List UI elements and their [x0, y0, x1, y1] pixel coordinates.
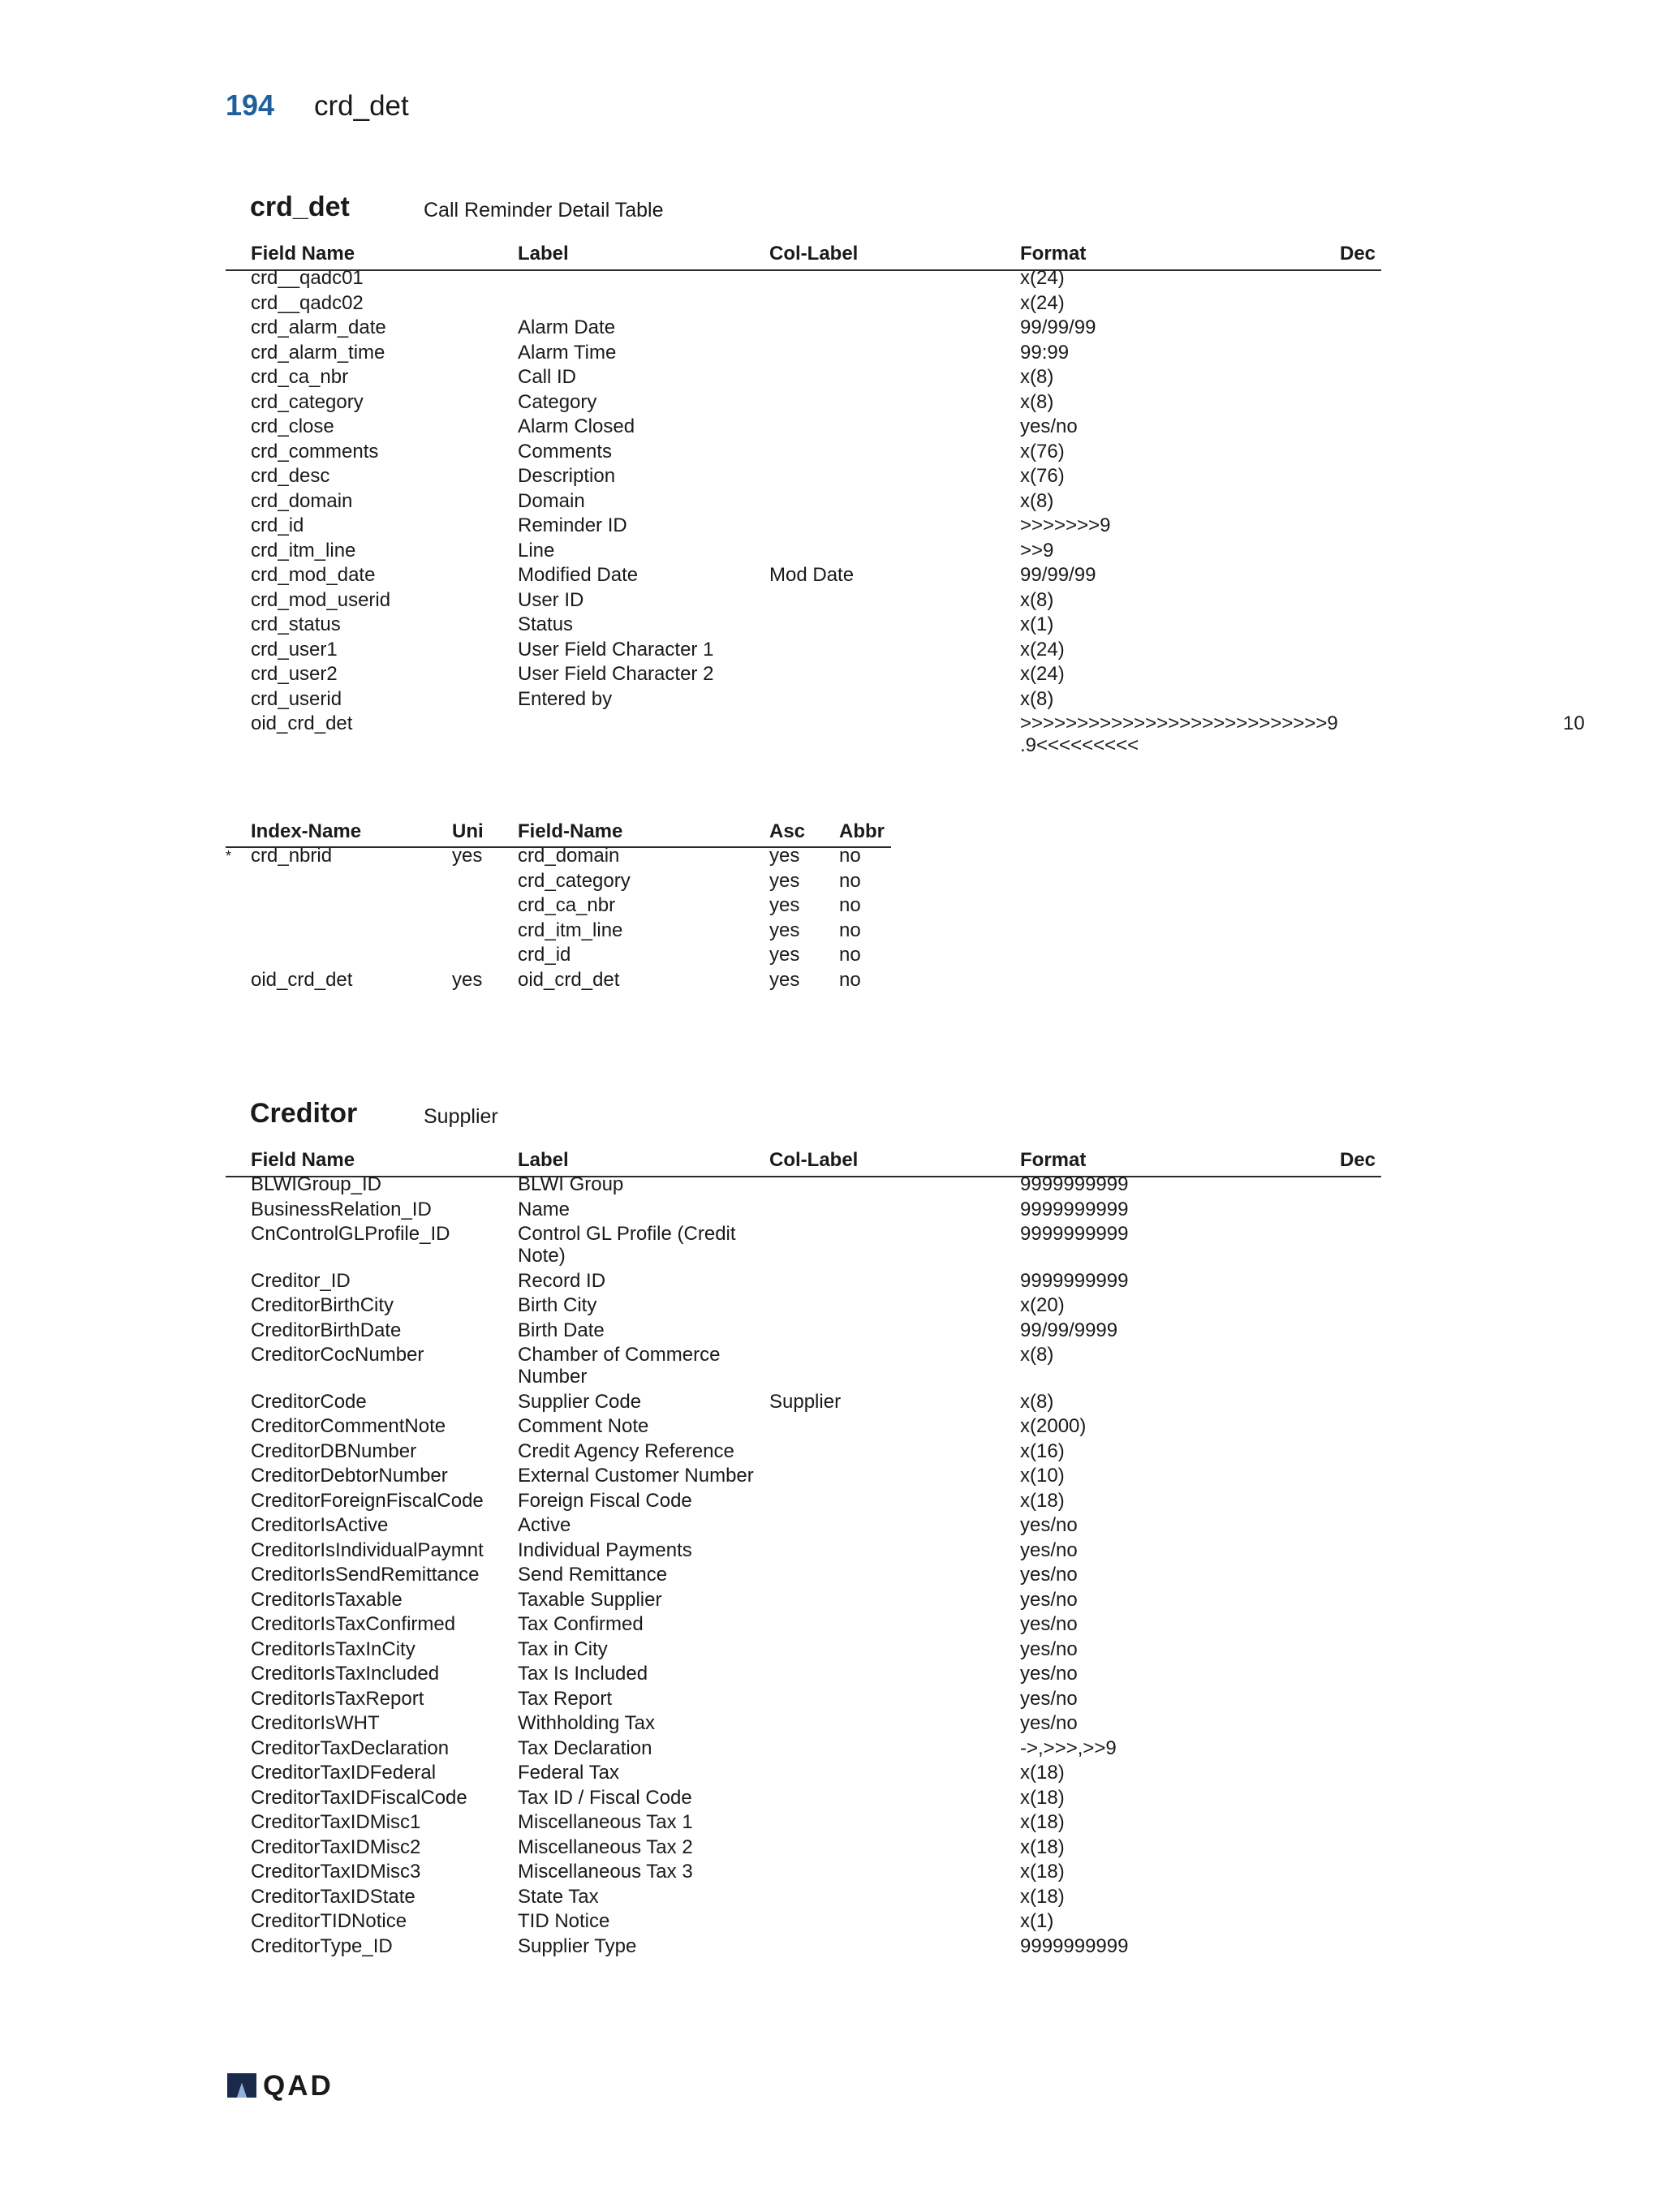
- table-row: [226, 1786, 1381, 1811]
- field-label: Alarm Time: [518, 341, 617, 364]
- table-row: [226, 365, 1381, 390]
- field-label: Individual Payments: [518, 1539, 692, 1561]
- page-number: 194: [226, 88, 275, 122]
- column-header-label: Label: [518, 1149, 569, 1171]
- field-format: x(24): [1020, 638, 1065, 661]
- field-name: CreditorDBNumber: [251, 1440, 417, 1462]
- field-label: Foreign Fiscal Code: [518, 1489, 692, 1512]
- field-label: Credit Agency Reference: [518, 1440, 734, 1462]
- index-abbreviated: no: [839, 894, 861, 916]
- field-format: yes/no: [1020, 1712, 1078, 1734]
- field-format: x(18): [1020, 1835, 1065, 1858]
- index-row: [226, 893, 891, 919]
- index-field-name: oid_crd_det: [518, 968, 620, 991]
- column-header-col-label: Col-Label: [769, 1149, 859, 1171]
- field-label: Alarm Closed: [518, 415, 635, 437]
- field-name: CreditorIsTaxInCity: [251, 1637, 416, 1660]
- field-name: Creditor_ID: [251, 1269, 351, 1292]
- field-label: Status: [518, 613, 574, 635]
- field-name: CreditorTaxDeclaration: [251, 1736, 450, 1759]
- index-row: [226, 919, 891, 944]
- table-row: [226, 489, 1381, 514]
- index-abbreviated: no: [839, 845, 861, 867]
- table-row: [226, 712, 1585, 756]
- index-field-name: crd_id: [518, 944, 571, 966]
- index-ascending: yes: [769, 869, 800, 892]
- column-header-index-name: Index-Name: [251, 820, 362, 842]
- field-name: crd_category: [251, 390, 364, 413]
- table-row: [226, 687, 1381, 712]
- field-label: Control GL Profile (Credit: [518, 1223, 736, 1245]
- field-format: yes/no: [1020, 1588, 1078, 1611]
- field-label: Record ID: [518, 1269, 606, 1292]
- field-label: Name: [518, 1198, 571, 1220]
- field-format: yes/no: [1020, 1564, 1078, 1586]
- table-row: [226, 1637, 1381, 1663]
- qad-logo-icon: [226, 2072, 258, 2099]
- table-row: [226, 440, 1381, 465]
- field-format: 9999999999: [1020, 1934, 1129, 1957]
- field-label: Miscellaneous Tax 3: [518, 1861, 693, 1883]
- table-description: Supplier: [424, 1105, 498, 1128]
- index-name: oid_crd_det: [251, 968, 353, 991]
- index-abbreviated: no: [839, 944, 861, 966]
- field-label: Supplier Type: [518, 1934, 637, 1957]
- field-name: crd_domain: [251, 489, 353, 512]
- field-name: CreditorBirthCity: [251, 1294, 394, 1316]
- field-label: Birth Date: [518, 1319, 605, 1341]
- field-col-label: Mod Date: [769, 564, 855, 586]
- index-name: crd_nbrid: [251, 845, 333, 867]
- field-name: CreditorTaxIDState: [251, 1885, 416, 1908]
- field-format: x(1): [1020, 1910, 1054, 1932]
- field-name: crd_mod_userid: [251, 588, 391, 611]
- field-format: yes/no: [1020, 1539, 1078, 1561]
- field-name: CreditorType_ID: [251, 1934, 393, 1957]
- field-format: x(24): [1020, 291, 1065, 314]
- field-format: x(8): [1020, 1390, 1054, 1413]
- index-unique: yes: [452, 845, 483, 867]
- field-name: CreditorForeignFiscalCode: [251, 1489, 484, 1512]
- column-header-field-name: Field Name: [251, 243, 355, 265]
- field-name: crd_userid: [251, 687, 342, 710]
- column-header-abbr: Abbr: [839, 820, 885, 842]
- table-row: [226, 662, 1381, 687]
- index-abbreviated: no: [839, 919, 861, 941]
- field-label: Domain: [518, 489, 585, 512]
- field-col-label: Supplier: [769, 1390, 842, 1413]
- field-format: x(20): [1020, 1294, 1065, 1316]
- index-row: [226, 844, 891, 869]
- field-name: CreditorIsTaxIncluded: [251, 1663, 440, 1685]
- field-name: crd_close: [251, 415, 334, 437]
- qad-logo: [226, 2070, 334, 2102]
- index-abbreviated: no: [839, 968, 861, 991]
- table-row: [226, 1761, 1381, 1786]
- table-row: [226, 1293, 1381, 1319]
- table-row: [226, 341, 1381, 366]
- field-dec: 10: [1563, 712, 1585, 734]
- field-name: crd_desc: [251, 465, 330, 487]
- field-label: User ID: [518, 588, 584, 611]
- field-name: BLWIGroup_ID: [251, 1173, 381, 1195]
- field-format: 99/99/9999: [1020, 1319, 1118, 1341]
- field-label: Miscellaneous Tax 1: [518, 1811, 693, 1833]
- field-format: x(18): [1020, 1885, 1065, 1908]
- field-name: CreditorIsTaxReport: [251, 1687, 424, 1710]
- field-format: yes/no: [1020, 1514, 1078, 1536]
- field-format: 99/99/99: [1020, 564, 1096, 586]
- field-label: Tax ID / Fiscal Code: [518, 1786, 692, 1809]
- index-ascending: yes: [769, 845, 800, 867]
- table-title: crd_det: [250, 192, 350, 222]
- column-header-col-label: Col-Label: [769, 243, 859, 265]
- field-name: CreditorCommentNote: [251, 1415, 446, 1437]
- index-row: [226, 968, 891, 993]
- field-format: x(18): [1020, 1489, 1065, 1512]
- table-row: [226, 1563, 1381, 1588]
- table-title: Creditor: [250, 1098, 358, 1129]
- field-name: CreditorCode: [251, 1390, 367, 1413]
- field-label: User Field Character 2: [518, 663, 714, 685]
- field-name: CreditorIsTaxConfirmed: [251, 1613, 456, 1635]
- field-format: ->,>>>,>>9: [1020, 1736, 1117, 1759]
- field-format-continued: .9<<<<<<<<<: [1020, 734, 1139, 756]
- table-row: [226, 316, 1381, 341]
- field-name: crd_alarm_date: [251, 316, 386, 338]
- field-name: CreditorIsActive: [251, 1514, 389, 1536]
- field-format: x(8): [1020, 366, 1054, 388]
- index-table-header: [226, 820, 891, 845]
- field-label: Miscellaneous Tax 2: [518, 1835, 693, 1858]
- field-name: crd__qadc02: [251, 291, 364, 314]
- field-format: 99/99/99: [1020, 316, 1096, 338]
- field-format: x(1): [1020, 613, 1054, 635]
- index-abbreviated: no: [839, 869, 861, 892]
- field-format: x(2000): [1020, 1415, 1087, 1437]
- field-name: CreditorTaxIDFiscalCode: [251, 1786, 467, 1809]
- field-format: x(8): [1020, 687, 1054, 710]
- field-name: crd_mod_date: [251, 564, 376, 586]
- table-row: [226, 1711, 1381, 1736]
- table-row: [226, 1319, 1381, 1344]
- table-row: [226, 1222, 1381, 1267]
- field-label: Birth City: [518, 1294, 597, 1316]
- field-name: CreditorIsSendRemittance: [251, 1564, 480, 1586]
- table-row: [226, 1588, 1381, 1613]
- table-row: [226, 613, 1381, 638]
- field-format: 9999999999: [1020, 1223, 1129, 1245]
- table-row: [226, 1414, 1381, 1440]
- column-header-asc: Asc: [769, 820, 806, 842]
- field-format: x(18): [1020, 1762, 1065, 1784]
- index-ascending: yes: [769, 944, 800, 966]
- field-label: Line: [518, 539, 555, 562]
- table-row: [226, 1736, 1381, 1762]
- table-row: [226, 1390, 1381, 1415]
- table-description: Call Reminder Detail Table: [424, 199, 664, 222]
- field-name: CreditorTaxIDMisc3: [251, 1861, 421, 1883]
- field-format: yes/no: [1020, 1637, 1078, 1660]
- field-label: Active: [518, 1514, 571, 1536]
- field-name: CreditorDebtorNumber: [251, 1465, 448, 1487]
- field-format: 99:99: [1020, 341, 1070, 364]
- table-row: [226, 390, 1381, 415]
- table-row: [226, 464, 1381, 489]
- field-label: Description: [518, 465, 616, 487]
- table-row: [226, 1513, 1381, 1539]
- field-format: x(8): [1020, 588, 1054, 611]
- table-row: [226, 1489, 1381, 1514]
- field-name: crd_user2: [251, 663, 338, 685]
- field-format: x(24): [1020, 267, 1065, 289]
- field-format: x(16): [1020, 1440, 1065, 1462]
- field-label: Supplier Code: [518, 1390, 642, 1413]
- field-name: CreditorBirthDate: [251, 1319, 402, 1341]
- field-name: crd_ca_nbr: [251, 366, 349, 388]
- field-label: BLWI Group: [518, 1173, 624, 1195]
- index-ascending: yes: [769, 919, 800, 941]
- field-name: BusinessRelation_ID: [251, 1198, 432, 1220]
- index-row: [226, 869, 891, 894]
- field-label: Tax Is Included: [518, 1663, 648, 1685]
- field-label: User Field Character 1: [518, 638, 714, 661]
- field-format: yes/no: [1020, 415, 1078, 437]
- table-row: [226, 266, 1381, 291]
- table-row: [226, 514, 1381, 539]
- table-row: [226, 1835, 1381, 1861]
- field-label: Send Remittance: [518, 1564, 668, 1586]
- index-field-name: crd_ca_nbr: [518, 894, 616, 916]
- field-format: x(76): [1020, 440, 1065, 463]
- table-row: [226, 1909, 1381, 1934]
- field-format: x(8): [1020, 390, 1054, 413]
- running-head: crd_det: [314, 90, 409, 122]
- field-name: crd_comments: [251, 440, 379, 463]
- column-header-dec: Dec: [1340, 243, 1376, 265]
- index-field-name: crd_domain: [518, 845, 620, 867]
- table-row: [226, 1934, 1381, 1960]
- field-name: CreditorTaxIDMisc2: [251, 1835, 421, 1858]
- table-row: [226, 1885, 1381, 1910]
- field-table-header: [226, 1148, 1381, 1173]
- table-row: [226, 1269, 1381, 1294]
- field-format: x(18): [1020, 1861, 1065, 1883]
- field-name: CreditorTIDNotice: [251, 1910, 407, 1932]
- table-row: [226, 1662, 1381, 1687]
- field-format: yes/no: [1020, 1687, 1078, 1710]
- field-name: CreditorTaxIDMisc1: [251, 1811, 421, 1833]
- field-label: State Tax: [518, 1885, 599, 1908]
- table-row: [226, 638, 1381, 663]
- field-format: x(10): [1020, 1465, 1065, 1487]
- column-header-dec: Dec: [1340, 1149, 1376, 1171]
- field-name: crd_alarm_time: [251, 341, 385, 364]
- field-label: Tax in City: [518, 1637, 608, 1660]
- column-header-label: Label: [518, 243, 569, 265]
- field-format: yes/no: [1020, 1663, 1078, 1685]
- field-label: Alarm Date: [518, 316, 616, 338]
- field-label: Chamber of Commerce: [518, 1344, 721, 1366]
- field-name: crd_id: [251, 514, 304, 536]
- field-format: >>>>>>>9: [1020, 514, 1111, 536]
- table-row: [226, 588, 1381, 613]
- field-name: CreditorIsTaxable: [251, 1588, 403, 1611]
- field-format: x(18): [1020, 1811, 1065, 1833]
- field-label: Modified Date: [518, 564, 639, 586]
- field-label: Reminder ID: [518, 514, 627, 536]
- field-label: Tax Declaration: [518, 1736, 652, 1759]
- table-row: [226, 1687, 1381, 1712]
- field-format: yes/no: [1020, 1613, 1078, 1635]
- index-field-name: crd_itm_line: [518, 919, 623, 941]
- field-name: CreditorIsWHT: [251, 1712, 380, 1734]
- field-label: Comments: [518, 440, 613, 463]
- table-row: [226, 1539, 1381, 1564]
- index-ascending: yes: [769, 894, 800, 916]
- field-format: x(76): [1020, 465, 1065, 487]
- column-header-field-name: Field Name: [251, 1149, 355, 1171]
- primary-index-marker: *: [226, 848, 232, 864]
- field-label-continued: Note): [518, 1245, 566, 1267]
- field-name: crd_status: [251, 613, 341, 635]
- index-field-name: crd_category: [518, 869, 631, 892]
- qad-logo-text: QAD: [263, 2070, 334, 2102]
- field-label: Taxable Supplier: [518, 1588, 662, 1611]
- index-row: [226, 943, 891, 968]
- table-row: [226, 1198, 1381, 1223]
- column-header-field-name: Field-Name: [518, 820, 623, 842]
- index-ascending: yes: [769, 968, 800, 991]
- field-label: External Customer Number: [518, 1465, 754, 1487]
- field-name: CreditorTaxIDFederal: [251, 1762, 437, 1784]
- field-format: x(18): [1020, 1786, 1065, 1809]
- field-format: >>9: [1020, 539, 1054, 562]
- field-label: Entered by: [518, 687, 613, 710]
- table-row: [226, 563, 1381, 588]
- table-row: [226, 1860, 1381, 1885]
- table-row: [226, 539, 1381, 564]
- field-label: Tax Confirmed: [518, 1613, 644, 1635]
- field-name: CreditorCocNumber: [251, 1344, 424, 1366]
- column-header-format: Format: [1020, 243, 1087, 265]
- table-row: [226, 1343, 1381, 1388]
- field-format: >>>>>>>>>>>>>>>>>>>>>>>>>>>9: [1020, 712, 1338, 734]
- table-row: [226, 1810, 1381, 1835]
- field-label: Withholding Tax: [518, 1712, 655, 1734]
- table-row: [226, 1173, 1381, 1198]
- field-format: 9999999999: [1020, 1198, 1129, 1220]
- index-unique: yes: [452, 968, 483, 991]
- field-name: oid_crd_det: [251, 712, 353, 734]
- field-format: 9999999999: [1020, 1173, 1129, 1195]
- field-label: Tax Report: [518, 1687, 613, 1710]
- field-name: crd_user1: [251, 638, 338, 661]
- field-name: CreditorIsIndividualPaymnt: [251, 1539, 484, 1561]
- field-name: crd_itm_line: [251, 539, 356, 562]
- table-row: [226, 415, 1381, 440]
- field-format: x(8): [1020, 489, 1054, 512]
- field-format: x(8): [1020, 1344, 1054, 1366]
- field-name: CnControlGLProfile_ID: [251, 1223, 450, 1245]
- field-label-continued: Number: [518, 1366, 588, 1388]
- field-label: Federal Tax: [518, 1762, 619, 1784]
- field-label: Category: [518, 390, 597, 413]
- column-header-uni: Uni: [452, 820, 484, 842]
- field-table-header: [226, 242, 1381, 267]
- field-format: x(24): [1020, 663, 1065, 685]
- column-header-format: Format: [1020, 1149, 1087, 1171]
- table-row: [226, 1464, 1381, 1489]
- table-row: [226, 1612, 1381, 1637]
- field-format: 9999999999: [1020, 1269, 1129, 1292]
- table-row: [226, 291, 1381, 316]
- field-label: Comment Note: [518, 1415, 649, 1437]
- table-row: [226, 1440, 1381, 1465]
- field-name: crd__qadc01: [251, 267, 364, 289]
- field-label: Call ID: [518, 366, 577, 388]
- field-label: TID Notice: [518, 1910, 610, 1932]
